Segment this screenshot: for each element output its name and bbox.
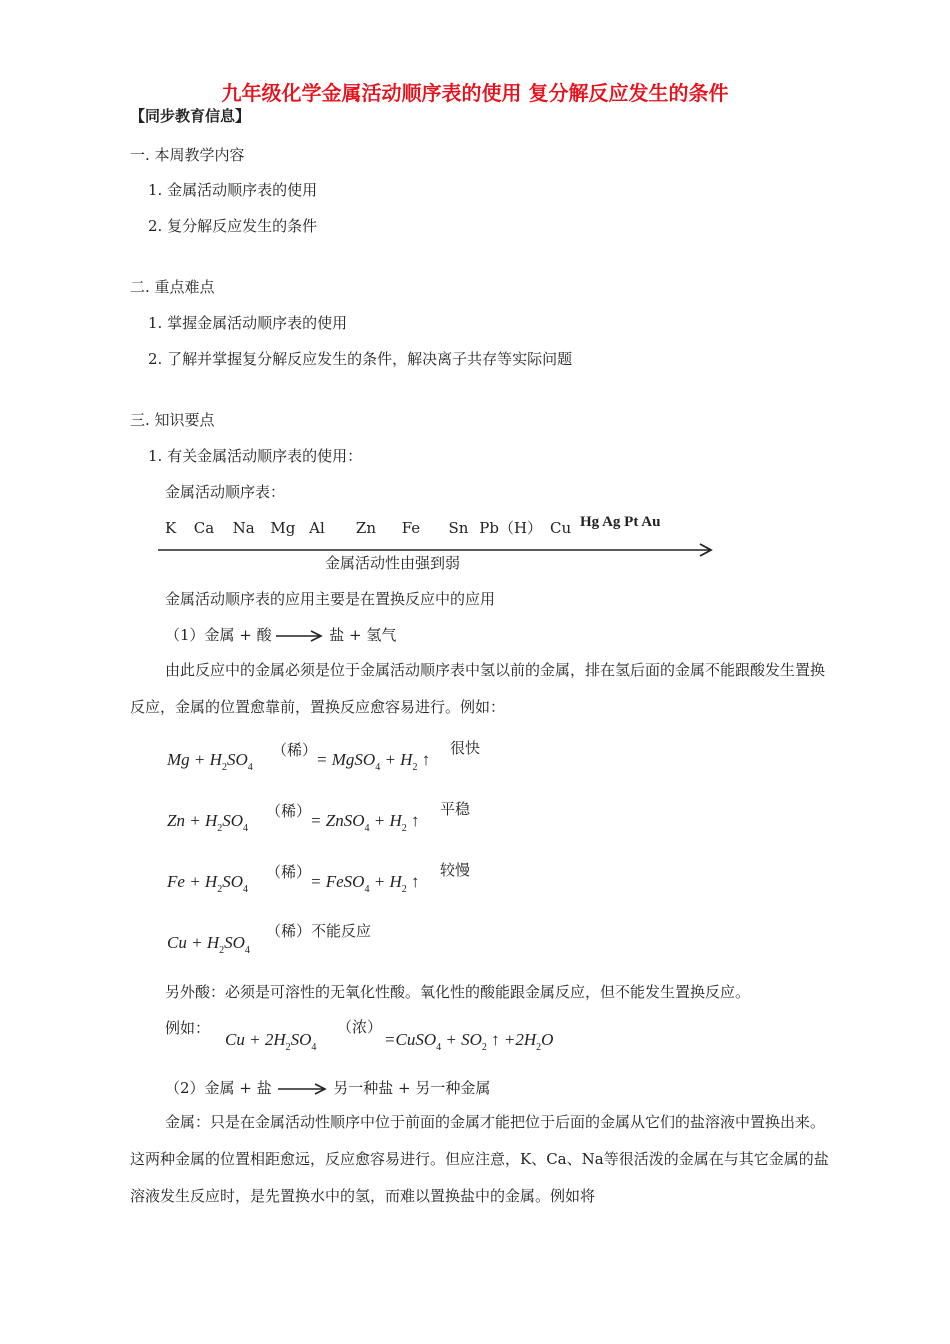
equation-zn: $Zn + H_2SO_4$ xyxy=(167,811,249,834)
list-item: 2. 了解并掌握复分解反应发生的条件，解决离子共存等实际问题 xyxy=(148,350,573,368)
equation-condition: （浓） xyxy=(337,1018,383,1036)
equation-cu-conc: $Cu + 2H_2SO_4$ xyxy=(225,1030,317,1053)
equation-condition: （稀） xyxy=(272,741,318,759)
equation-condition: （稀） xyxy=(266,802,312,820)
reaction-arrow xyxy=(276,629,324,643)
element-symbol: Cu xyxy=(550,519,572,537)
element-symbol: Zn xyxy=(355,519,376,537)
series-arrow-label: 金属活动性由强到弱 xyxy=(325,554,461,572)
reaction-left: （2）金属 + 盐 xyxy=(165,1079,272,1097)
equation-metal: Mg xyxy=(167,750,190,769)
element-symbol: Fe xyxy=(401,519,421,537)
equation-cu: $Cu + H_2SO_4$ xyxy=(167,933,250,956)
reaction-metal-acid xyxy=(165,625,396,645)
reaction-arrow xyxy=(276,1082,328,1096)
section-heading: 二. 重点难点 xyxy=(130,278,215,296)
series-noble-metals: Hg Ag Pt Au xyxy=(580,514,661,530)
paragraph: 由此反应中的金属必须是位于金属活动顺序表中氢以前的金属，排在氢后面的金属不能跟酸发生置换反应，金属的位置愈靠前，置换反应愈容易进行。例如： xyxy=(130,661,826,716)
equation-note: 平稳 xyxy=(440,800,471,818)
equation-mg: $Mg + H_2SO_4$ xyxy=(167,750,253,773)
equation-condition: （稀）不能反应 xyxy=(266,922,372,940)
list-item: 1. 掌握金属活动顺序表的使用 xyxy=(148,314,348,332)
equation-fe: $Fe + H_2SO_4$ xyxy=(167,872,248,895)
section-heading: 一. 本周教学内容 xyxy=(130,146,245,164)
reaction-right: 盐 + 氢气 xyxy=(329,626,397,644)
equation-product: = MgSO$_4$ + $H_2$ ↑ xyxy=(316,750,431,773)
element-symbol: Na xyxy=(232,519,255,537)
reaction-right: 另一种盐 + 另一种金属 xyxy=(333,1079,491,1097)
page-title: 九年级化学金属活动顺序表的使用 复分解反应发生的条件 xyxy=(221,81,729,105)
equation-note: 很快 xyxy=(450,739,481,757)
reaction-left: （1）金属 + 酸 xyxy=(165,626,272,644)
equation-product: =CuSO$_4$ + $SO_2$ ↑ $+2H_2O$ xyxy=(384,1030,554,1053)
equation-metal: Zn xyxy=(167,811,185,830)
application-intro: 金属活动顺序表的应用主要是在置换反应中的应用 xyxy=(165,590,496,608)
list-item: 1. 有关金属活动顺序表的使用： xyxy=(148,447,363,465)
element-symbol: K xyxy=(165,519,177,537)
element-symbol: Ca xyxy=(193,519,215,537)
equation-condition: （稀） xyxy=(266,863,312,881)
equation-salt: ZnSO xyxy=(325,811,365,830)
equation-note: 较慢 xyxy=(440,861,471,879)
element-symbol: Pb（H） xyxy=(479,519,543,537)
series-label: 金属活动顺序表： xyxy=(165,483,286,501)
header-label: 【同步教育信息】 xyxy=(130,107,251,125)
list-item: 1. 金属活动顺序表的使用 xyxy=(148,181,318,199)
element-symbol: Sn xyxy=(448,519,469,537)
equation-metal: Fe xyxy=(167,872,185,891)
equation-product: = ZnSO$_4$ + $H_2$ ↑ xyxy=(310,811,420,834)
equation-salt: FeSO xyxy=(325,872,365,891)
equation-salt: MgSO xyxy=(331,750,376,769)
activity-series xyxy=(165,518,571,538)
reaction-metal-salt xyxy=(165,1078,490,1098)
acid-note: 另外酸：必须是可溶性的无氧化性酸。氧化性的酸能跟金属反应，但不能发生置换反应。 xyxy=(165,983,751,1001)
section-heading: 三. 知识要点 xyxy=(130,411,215,429)
element-symbol: Mg xyxy=(270,519,296,537)
paragraph: 金属：只是在金属活动性顺序中位于前面的金属才能把位于后面的金属从它们的盐溶液中置换出来。这两种金属的位置相距愈远，反应愈容易进行。但应注意，K、Ca、Na等很活泼的金属在与其它金属的盐溶液发生反应时，是先置换水中的氢，而难以置换盐中的金属。例如将 xyxy=(130,1113,829,1205)
equation-product: = FeSO$_4$ + $H_2$ ↑ xyxy=(310,872,420,895)
element-symbol: Al xyxy=(309,519,325,537)
list-item: 2. 复分解反应发生的条件 xyxy=(148,217,318,235)
equation-metal: Cu xyxy=(167,933,187,952)
example-label: 例如： xyxy=(165,1019,211,1037)
